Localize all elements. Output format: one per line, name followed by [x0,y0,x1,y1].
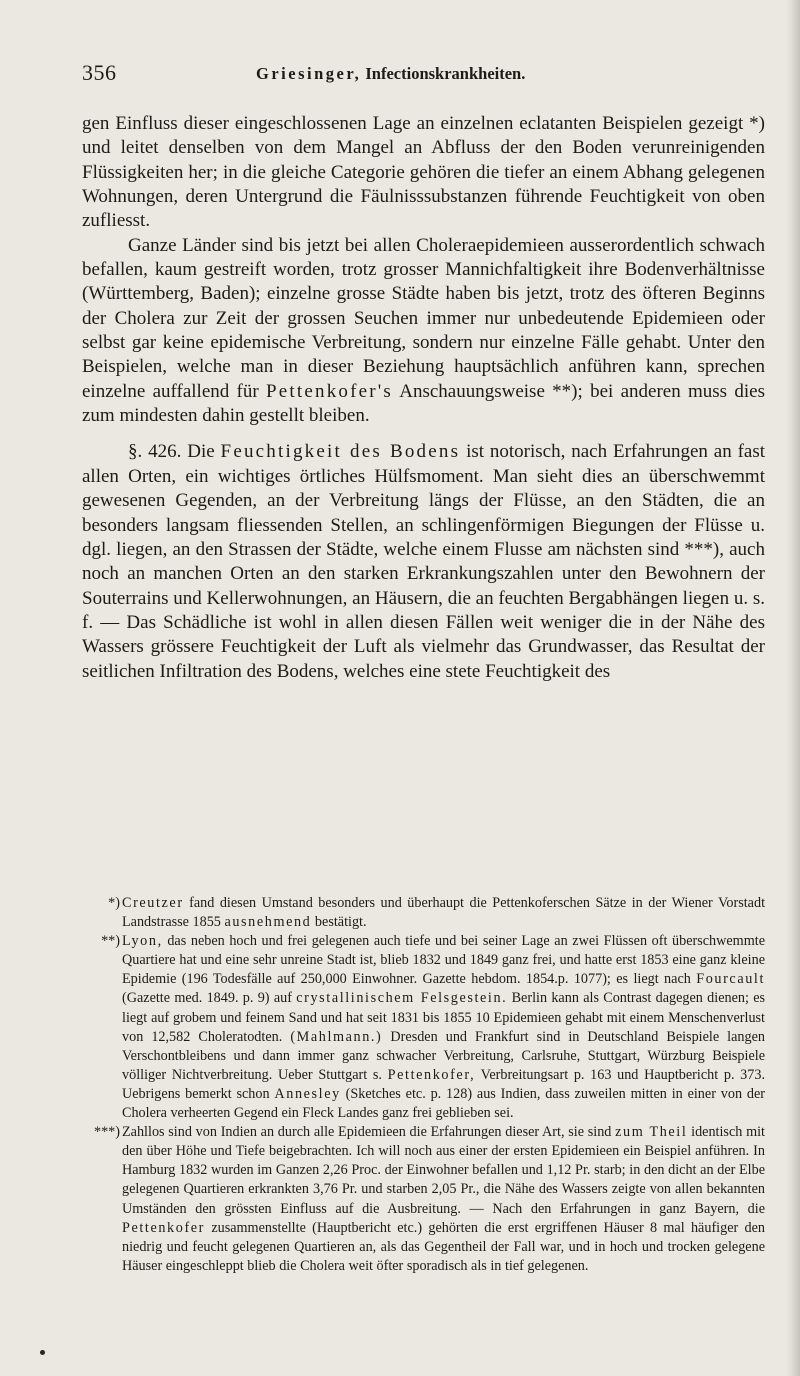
footnote-3-text-b: identisch mit den über Höhe und Tiefe beigebrachten. Ich will noch aus einer der ersten Epidemieen ein Beispiel anführen. In Hamburg 1832 wurden im Ganzen 2,26 Proc. der Einwohner befallen und 1,12 Pr. starb; in den dicht an der Elbe gelegenen Quartieren erkrankten 3,76 Pr. und starben 2,05 Pr., die Nähe des Wassers zeigte von allen bekannten Umständen den grössten Einfluss auf die Ausbreitung. — Nach den Erfahrungen in ganz Bayern, die [122,1124,765,1217]
main-text [82,112,765,684]
footnote-3-name-pettenkofer: Pettenkofer [122,1219,205,1236]
footnote-2-name-mahlmann: (Mahlmann.) [290,1028,383,1045]
footnote-1-end: bestätigt. [314,914,367,931]
footnote-2-text-c: Berlin kann als Contrast dagegen dienen; es liegt auf grobem und feinem Sand und hat seit 1831 bis 1855 10 Epidemieen gehabt mit einem Menschenverlust von 12,582 Choleratodten. [122,990,766,1045]
running-head-author: Griesinger, [256,64,362,83]
section-number: §. 426. Die [128,441,215,463]
paragraph-1: gen Einfluss dieser eingeschlossenen Lage an einzelnen eclatanten Beispielen gezeigt *) und leitet denselben von dem Mangel an Abfluss der den Boden verunreinigenden Flüssigkeiten her; in die gleiche Categorie gehören die tiefer an einem Abhang gelegenen Wohnungen, deren Untergrund die Fäulnisssubstanzen führende Feuchtigkeit von oben zufliesst. [82,113,765,232]
footnote-3-mark: ***) [93,1124,120,1141]
running-head-topic: Infectionskrankheiten. [365,64,526,83]
footnote-3-text-c: zusammenstellte (Hauptbericht etc.) gehörten die erst ergriffenen Häuser 8 mal häufiger den niedrig und feucht gelegenen Quartieren an, als das Gegentheil der Fall war, und in hoch und trocken gelegene Häuser eingeschleppt blieb die Cholera weit öfter sporadisch als in tief gelegenen. [122,1219,766,1274]
footnote-2-mark: **) [101,933,120,950]
paragraph-2-text: Ganze Länder sind bis jetzt bei allen Choleraepidemieen ausserordentlich schwach befallen, kaum gestreift worden, trotz grosser Mannichfaltigkeit ihre Bodenverhältnisse (Württemberg, Baden); einzelne grosse Städte haben bis jetzt, trotz des öfteren Beginns der Cholera zur Zeit der grossen Seuchen immer nur unbedeutende Epidemieen oder selbst gar keine epidemische Verbreitung, sondern nur einzelne Fälle gehabt. Unter den Beispielen, welche man in dieser Beziehung hauptsächlich anführen kann, sprechen einzelne auffallend für [82,234,765,402]
footnote-1-text: fand diesen Umstand besonders und überhaupt die Pettenkoferschen Sätze in der Wiener Vorstadt Landstrasse 1855 [122,895,766,931]
footnote-3-text-a: Zahllos sind von Indien an durch alle Epidemieen die Erfahrungen dieser Art, sie sind [122,1124,612,1141]
page-edge-shadow [786,0,800,1376]
footnote-3-spaced: zum Theil [615,1124,688,1141]
footnote-2-spaced-b: crystallinischem Felsgestein. [296,990,508,1007]
running-header [82,60,762,90]
footnote-2 [82,932,765,1123]
footnote-1-name: Creutzer [122,895,184,911]
footnote-2-name-lyon: Lyon, [122,933,163,950]
paragraph-3 [82,440,765,683]
paragraph-2-end: Anschauungsweise **); bei anderen muss dies zum mindesten dahin gestellt bleiben. [82,380,765,427]
footnote-2-text-d-end: Verbreitungsart p. 163 und Hauptbericht p. 373. Uebrigens bemerkt schon [122,1066,766,1102]
page-number: 356 [82,60,117,85]
running-head-title [256,64,525,84]
footnote-2-text-b: (Gazette med. 1849. p. 9) auf [122,990,292,1007]
footnote-1 [82,894,765,932]
paragraph-2 [82,234,765,429]
paragraph-3-text: ist notorisch, nach Erfahrungen an fast allen Orten, ein wichtiges örtliches Hülfsmoment. Man sieht dies an überschwemmt gewesenen Gegenden, an der Verbreitung längs der Flüsse, an den Städten, die an besonders langsam fliessenden Stellen, an schlingenförmigen Biegungen der Flüsse u. dgl. liegen, an den Strassen der Städte, welche einem Flusse am nächsten sind ***), auch noch an manchen Orten an den starken Erkrankungszahlen unter den Bewohnern der Souterrains und Kellerwohnungen, an Häusern, die an feuchten Bergabhängen liegen u. s. f. — Das Schädliche ist wohl in allen diesen Fällen weit weniger die in der Nähe des Wassers grössere Feuchtigkeit der Luft als vielmehr das Grundwasser, das Resultat der seitlichen Infiltration des Bodens, welches eine stete Feuchtigkeit des [82,441,766,682]
footnotes [82,894,765,1276]
paragraph-2-name: Pettenkofer's [266,380,393,402]
footnote-1-mark: *) [108,895,120,911]
footnote-2-text-e: (Sketches etc. p. 128) aus Indien, dass zuweilen mitten in einer von der Cholera verheerten Gegend ein Fleck Landes ganz frei geblieben sei. [122,1085,765,1122]
footnote-2-text-a: das neben hoch und frei gelegenen auch tiefe und bei seiner Lage an zwei Flüssen oft überschwemmte Quartiere hat und eine sehr unreine Stadt ist, blieb 1832 und 1849 ganz frei, und hatte erst 1853 eine ganz kleine Epidemie (196 Todesfälle auf 250,000 Einwohner. Gazette hebdom. 1854.p. 1077); es liegt nach [122,933,765,988]
footnote-2-name-pettenkofer: Pettenkofer, [387,1066,476,1083]
footnote-1-spaced: ausnehmend [224,914,312,931]
ink-spot [40,1350,45,1355]
section-heading-term: Feuchtigkeit des Bodens [220,441,461,463]
footnote-2-text-d: Dresden und Frankfurt sind in Deutschland Beispiele langen Verschontbleibens und dann immer ganz schwacher Verbreitung, Carlsruhe, Stuttgart, Würzburg Beispiele völliger Nichtverbreitung. Ueber Stuttgart s. [122,1028,765,1083]
footnote-2-name-annesley: Annesley [274,1085,341,1102]
footnote-2-name-fourcault: Fourcault [696,971,766,988]
footnote-3 [82,1123,765,1276]
